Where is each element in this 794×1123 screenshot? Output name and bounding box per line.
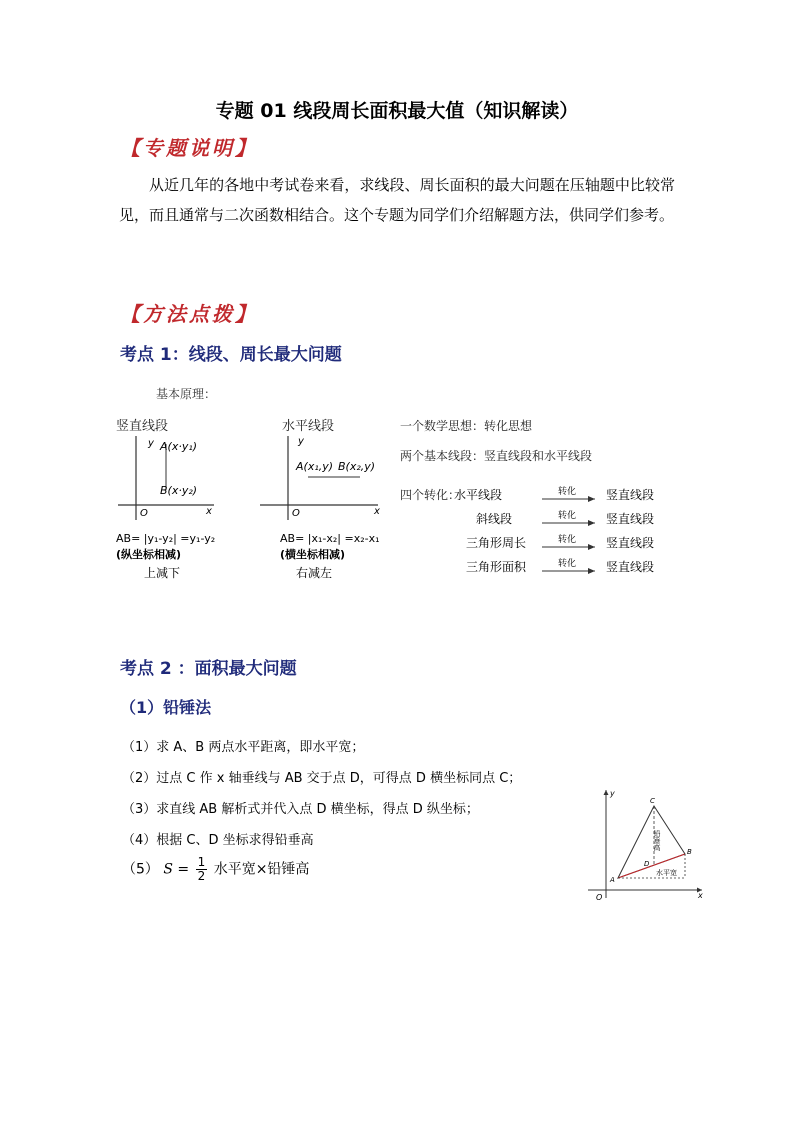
triangle-abc	[618, 806, 685, 878]
step-2: （2）过点 C 作 x 轴垂线与 AB 交于点 D，可得点 D 横坐标同点 C；	[122, 771, 522, 786]
conversion-from: 斜线段	[476, 512, 513, 526]
conversion-to: 竖直线段	[606, 560, 655, 574]
conversion-row	[466, 557, 654, 574]
step-3: （3）求直线 AB 解析式并代入点 D 横坐标，得点 D 纵坐标；	[122, 802, 479, 817]
fraction-denominator: 2	[197, 869, 206, 883]
vertical-formula: AB= |y₁-y₂| =y₁-y₂	[116, 532, 216, 545]
horizontal-point-a: A(x₁,y)	[296, 460, 334, 473]
kaodian-1-heading: 考点 1：线段、周长最大问题	[120, 345, 342, 365]
conversion-arrow-label: 转化	[558, 487, 577, 497]
plumb-y-label: y	[610, 789, 615, 798]
conversion-row	[476, 509, 654, 526]
fraction-half	[196, 856, 208, 883]
step-5-prefix: （5）	[122, 861, 159, 878]
horizontal-segment-label: 水平线段	[282, 419, 335, 434]
horizontal-rule: 右减左	[296, 566, 333, 580]
method-title: （1）铅锤法	[120, 698, 212, 717]
diagram-header: 基本原理：	[156, 387, 217, 401]
conversion-to: 竖直线段	[606, 512, 655, 526]
horizontal-panel-y-label: y	[298, 436, 304, 447]
step-4: （4）根据 C、D 坐标求得铅垂高	[122, 833, 314, 848]
plumb-method-diagram	[580, 786, 710, 906]
horizontal-panel-origin: O	[292, 508, 300, 519]
point-a: A	[610, 876, 615, 884]
point-b: B	[687, 848, 692, 856]
vertical-panel-x-label: x	[206, 506, 212, 517]
kaodian-2-heading: 考点 2 ：面积最大问题	[120, 659, 297, 679]
math-thought: 一个数学思想：转化思想	[400, 419, 533, 433]
conversion-from: 水平线段	[454, 488, 503, 502]
horizontal-point-b: B(x₂,y)	[338, 460, 376, 473]
step-5-eq: =	[177, 861, 190, 878]
horizontal-formula: AB= |x₁-x₂| =x₂-x₁	[280, 532, 380, 545]
plumb-height-text: 铅垂高	[653, 830, 661, 851]
step-5-var: S	[163, 861, 173, 878]
section-tag-description: 【专题说明】	[120, 136, 258, 160]
vertical-segment-label: 竖直线段	[116, 419, 169, 434]
conversion-from: 三角形面积	[466, 560, 527, 574]
point-c: C	[650, 797, 655, 805]
point-d: D	[644, 860, 650, 868]
vertical-rule: 上减下	[144, 566, 181, 580]
vertical-panel-y-label: y	[148, 438, 154, 449]
conversion-row	[466, 533, 654, 550]
conversion-to: 竖直线段	[606, 488, 655, 502]
step-1: （1）求 A、B 两点水平距离，即水平宽；	[122, 740, 365, 755]
conversion-to: 竖直线段	[606, 536, 655, 550]
page-title: 专题 01 线段周长面积最大值（知识解读）	[215, 100, 579, 122]
horizontal-note: (横坐标相减)	[280, 548, 346, 561]
intro-paragraph: 从近几年的各地中考试卷来看，求线段、周长面积的最大问题在压轴题中比较常见，而且通常与二次函数相结合。这个专题为同学们介绍解题方法，供同学们参考。	[119, 176, 675, 224]
vertical-panel-origin: O	[140, 508, 148, 519]
basic-principle-diagram	[110, 380, 680, 585]
vertical-point-b: B(x·y₂)	[160, 484, 198, 497]
two-basic-segments: 两个基本线段：竖直线段和水平线段	[400, 449, 593, 463]
section-tag-method: 【方法点拨】	[120, 302, 258, 326]
step-5	[122, 856, 309, 883]
horizontal-width-text: 水平宽	[656, 869, 677, 877]
horizontal-panel-x-label: x	[374, 506, 380, 517]
plumb-origin: O	[596, 893, 603, 902]
conversion-from: 三角形周长	[466, 536, 527, 550]
four-conversions-label: 四个转化：	[400, 488, 461, 502]
vertical-note: (纵坐标相减)	[116, 548, 182, 561]
plumb-x-label: x	[698, 891, 703, 900]
conversion-arrow-label: 转化	[558, 511, 577, 521]
step-5-rest: 水平宽×铅锤高	[213, 861, 310, 878]
conversion-arrow-label: 转化	[558, 559, 577, 569]
conversion-arrow-label: 转化	[558, 535, 577, 545]
fraction-numerator: 1	[197, 855, 206, 869]
conversion-row	[454, 485, 654, 502]
vertical-point-a: A(x·y₁)	[160, 440, 198, 453]
